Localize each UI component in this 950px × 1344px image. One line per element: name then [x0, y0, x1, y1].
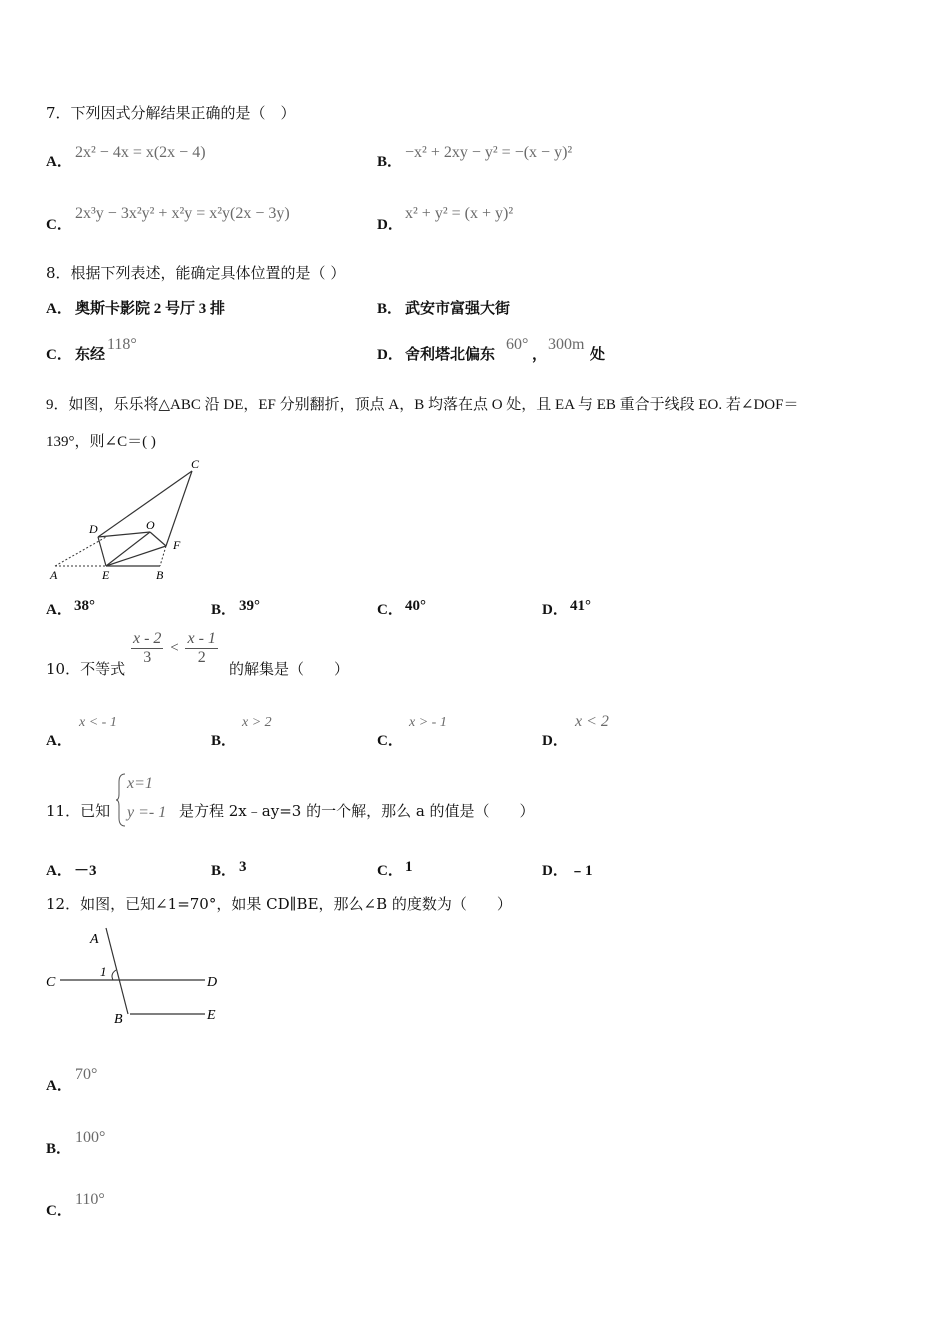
q7-option-a: 2x² − 4x = x(2x − 4): [75, 144, 206, 161]
q9-fig-label-e: E: [102, 568, 110, 582]
q11-option-d: ﹣1: [570, 863, 593, 879]
q12-fig-label-b: B: [114, 1012, 123, 1027]
q10-frac1-denominator: 3: [143, 649, 152, 666]
q11-system-eq2: y =- 1: [127, 804, 167, 821]
q8-option-d-sep: ，: [532, 347, 548, 363]
q9-fig-label-o: O: [146, 518, 155, 532]
q10-option-a-label: A．: [46, 733, 72, 749]
q8-option-b-label: B．: [377, 301, 403, 317]
q8-option-a-label: A．: [46, 301, 72, 317]
q11-option-b: 3: [239, 859, 247, 875]
q7-option-d: x² + y² = (x + y)²: [405, 205, 514, 222]
q8-option-b: 武安市富强大街: [405, 301, 511, 317]
q10-frac1-numerator: x - 2: [133, 630, 162, 647]
q11-option-a: －3: [74, 863, 97, 879]
q8-option-c-text: 东经: [75, 347, 106, 363]
q11-stem-tail: 是方程 2x﹣ay=3 的一个解，那么 a 的值是（ ）: [179, 802, 535, 820]
q9-option-d: 41°: [570, 598, 591, 614]
q10-option-d: x < 2: [575, 713, 609, 730]
q10-option-c-label: C．: [377, 733, 403, 749]
q11-option-a-label: A．: [46, 863, 72, 879]
q8-option-c-label: C．: [46, 347, 72, 363]
q12-fig-label-a: A: [90, 932, 99, 947]
q12-fig-label-c: C: [46, 975, 56, 990]
q10-option-b-label: B．: [211, 733, 237, 749]
q11-stem-prefix: 11．已知: [46, 802, 111, 820]
q12-fig-label-d: D: [207, 975, 218, 990]
q7-option-d-label: D．: [377, 217, 403, 233]
q9-fig-label-d: D: [89, 522, 98, 536]
q9-option-c: 40°: [405, 598, 426, 614]
q9-option-a: 38°: [74, 598, 95, 614]
q11-option-c: 1: [405, 859, 413, 875]
q10-option-b: x > 2: [242, 715, 272, 730]
q11-system-brace: [115, 772, 127, 828]
q9-option-b: 39°: [239, 598, 260, 614]
q10-option-c: x > - 1: [409, 715, 447, 730]
q9-stem-line1: 9．如图，乐乐将△ABC 沿 DE，EF 分别翻折，顶点 A，B 均落在点 O 处，且 EA 与 EB 重合于线段 EO. 若∠DOF＝: [46, 397, 799, 413]
q8-option-d-label: D．: [377, 347, 403, 363]
q8-option-d-math2: 300m: [548, 336, 585, 353]
q9-fig-label-f: F: [173, 538, 181, 552]
q8-option-c-math: 118°: [107, 336, 137, 353]
q9-option-c-label: C．: [377, 602, 403, 618]
q8-option-d-math1: 60°: [506, 336, 529, 353]
q10-option-a: x < - 1: [79, 715, 117, 730]
q9-triangle-figure: [40, 455, 220, 585]
q10-stem-tail: 的解集是（ ）: [229, 660, 350, 678]
q7-option-c: 2x³y − 3x²y² + x²y = x²y(2x − 3y): [75, 205, 290, 222]
q12-fig-angle-1: 1: [100, 964, 107, 979]
q11-option-b-label: B．: [211, 863, 237, 879]
q10-inequality: [131, 630, 218, 667]
q12-parallel-lines-figure: [40, 922, 230, 1032]
q8-option-d-text: 舍利塔北偏东: [405, 347, 496, 363]
q12-option-b: 100°: [75, 1129, 106, 1146]
q11-option-d-label: D．: [542, 863, 568, 879]
q10-option-d-label: D．: [542, 733, 568, 749]
q12-option-a-label: A．: [46, 1078, 72, 1094]
q11-option-c-label: C．: [377, 863, 403, 879]
q8-option-d-tail: 处: [590, 347, 606, 363]
q10-frac2-denominator: 2: [197, 649, 206, 666]
q9-fig-label-a: A: [50, 568, 58, 582]
q10-stem-prefix: 10．不等式: [46, 660, 126, 678]
q9-option-b-label: B．: [211, 602, 237, 618]
q7-option-c-label: C．: [46, 217, 72, 233]
q7-stem: 7．下列因式分解结果正确的是（ ）: [46, 104, 296, 122]
q12-option-c: 110°: [75, 1191, 105, 1208]
q9-option-d-label: D．: [542, 602, 568, 618]
q12-option-c-label: C．: [46, 1203, 72, 1219]
q12-option-a: 70°: [75, 1066, 98, 1083]
q12-option-b-label: B．: [46, 1141, 72, 1157]
q9-stem-line2: 139°，则∠C＝( ): [46, 434, 156, 450]
q9-fig-label-b: B: [156, 568, 164, 582]
q10-frac2-numerator: x - 1: [187, 630, 216, 647]
q9-fig-label-c: C: [191, 457, 200, 471]
q7-option-a-label: A．: [46, 154, 72, 170]
q8-stem: 8．根据下列表述，能确定具体位置的是（ ）: [46, 264, 346, 282]
q8-option-a: 奥斯卡影院 2 号厅 3 排: [75, 301, 226, 317]
q9-option-a-label: A．: [46, 602, 72, 618]
q10-less-than: <: [170, 640, 179, 656]
q12-fig-label-e: E: [207, 1008, 216, 1023]
q11-system-eq1: x=1: [127, 775, 153, 792]
q12-stem: 12．如图，已知∠1=70°，如果 CD∥BE，那么∠B 的度数为（ ）: [46, 895, 512, 913]
q7-option-b: −x² + 2xy − y² = −(x − y)²: [405, 144, 573, 161]
q10-fraction-right: [185, 630, 217, 667]
q10-fraction-left: [131, 630, 163, 667]
q7-option-b-label: B．: [377, 154, 403, 170]
